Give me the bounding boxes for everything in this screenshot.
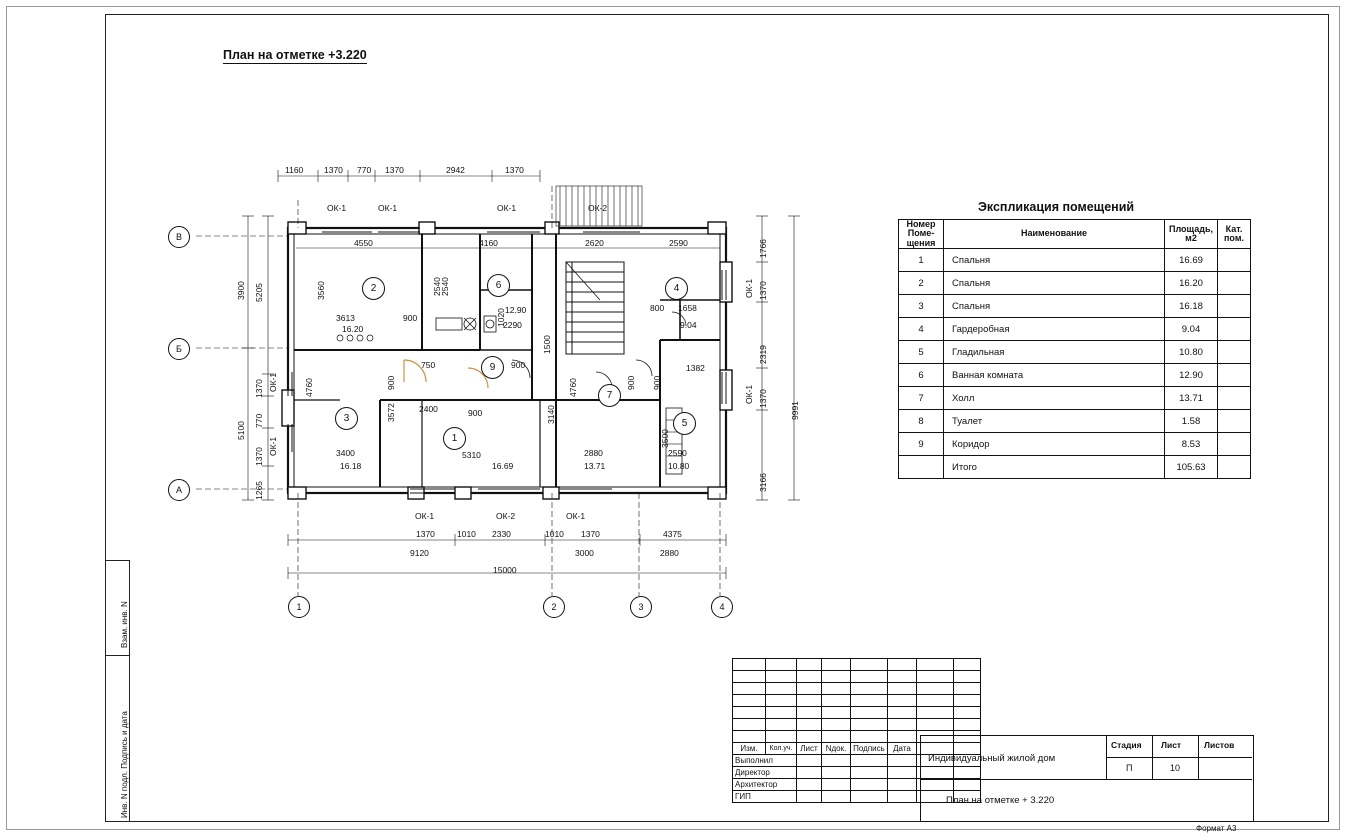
inner-dim-1500: 1500 [542, 335, 552, 354]
inner-dim-2400: 2400 [419, 404, 438, 414]
table-row [899, 295, 1251, 318]
explication-table [898, 219, 1251, 479]
cell-name: Туалет [944, 410, 1165, 433]
room-marker-2: 2 [362, 277, 385, 300]
dim-right-2: 1370 [758, 281, 768, 300]
room-1-area: 16.69 [492, 461, 514, 471]
cell-kat [1218, 295, 1251, 318]
cell-num: 2 [899, 272, 944, 295]
dim-top-inner-3: 2620 [585, 238, 604, 248]
room-2-area: 16.20 [342, 324, 364, 334]
room-6-size: 2290 [503, 320, 522, 330]
room-7-size: 2880 [584, 448, 603, 458]
axis-marker-4: 4 [711, 596, 733, 618]
header-kat-l2: пом. [1224, 233, 1244, 244]
window-tag-bottom-3: ОК-1 [566, 511, 586, 521]
dim-right-1: 1766 [758, 239, 768, 258]
cell-num: 7 [899, 387, 944, 410]
dim-bottom-mid-1: 9120 [410, 548, 429, 558]
tb-blank-row [733, 683, 981, 695]
tb-role-architect: Архитектор [733, 779, 797, 791]
dim-bottom-total: 15000 [493, 565, 517, 575]
cell-name: Гардеробная [944, 318, 1165, 341]
tb-col-podpis: Подпись [851, 743, 888, 755]
cell-num: 8 [899, 410, 944, 433]
cell-num: 4 [899, 318, 944, 341]
dim-left-3: 5100 [236, 421, 246, 440]
dim-right-5: 3166 [758, 473, 768, 492]
cell-kat [1218, 272, 1251, 295]
table-row [899, 249, 1251, 272]
inner-dim-3560: 3560 [316, 281, 326, 300]
table-row [899, 433, 1251, 456]
window-tag-top-1: ОК-1 [327, 203, 347, 213]
tb-right-divider [920, 779, 1252, 780]
cell-num: 9 [899, 433, 944, 456]
inner-dim-3500: 3500 [660, 429, 670, 448]
window-tag-top-2: ОК-1 [378, 203, 398, 213]
cell-kat [1218, 318, 1251, 341]
room-marker-4: 4 [665, 277, 688, 300]
inner-dim-1382: 1382 [686, 363, 705, 373]
cell-kat [1218, 456, 1251, 479]
room-marker-3: 3 [335, 407, 358, 430]
header-area-l1: Площадь, [1168, 223, 1214, 234]
window-tag-left-2: ОК-1 [268, 436, 278, 456]
margin-label-vzam: Взам. инв. N [120, 601, 129, 648]
dim-left-2: 5205 [254, 283, 264, 302]
room-5-size: 2590 [668, 448, 687, 458]
cell-num: 6 [899, 364, 944, 387]
inner-dim-800: 800 [650, 303, 665, 313]
room-marker-6: 6 [487, 274, 510, 297]
cell-area: 16.20 [1165, 272, 1218, 295]
tb-col-koluch: Кол.уч. [766, 743, 797, 755]
inner-dim-900-f: 900 [652, 375, 662, 390]
dim-bottom-4: 1010 [545, 529, 564, 539]
dim-left-4: 1370 [254, 379, 264, 398]
room-1-size: 5310 [462, 450, 481, 460]
inner-dim-900-c: 900 [511, 360, 526, 370]
cell-num [899, 456, 944, 479]
cell-kat [1218, 387, 1251, 410]
header-number-l3: щения [906, 237, 936, 248]
cell-area: 9.04 [1165, 318, 1218, 341]
header-name: Наименование [944, 220, 1165, 249]
header-number [899, 220, 944, 249]
tb-blank-row [733, 707, 981, 719]
table-row [899, 318, 1251, 341]
cell-name: Холл [944, 387, 1165, 410]
dim-top-6: 1370 [505, 165, 524, 175]
dim-bottom-6: 4375 [663, 529, 682, 539]
dim-left-7: 1265 [254, 481, 264, 500]
room-5-area: 10.80 [668, 461, 690, 471]
axis-marker-v: В [168, 226, 190, 248]
cell-name: Спальня [944, 249, 1165, 272]
cell-num: 1 [899, 249, 944, 272]
inner-dim-900-d: 900 [468, 408, 483, 418]
room-4-size: 1658 [678, 303, 697, 313]
tb-role-director: Директор [733, 767, 797, 779]
axis-marker-1: 1 [288, 596, 310, 618]
window-tag-right-1: ОК-1 [744, 278, 754, 298]
dim-top-2: 1370 [324, 165, 343, 175]
dim-right-4: 1370 [758, 389, 768, 408]
header-kat [1218, 220, 1251, 249]
cell-area: 1.58 [1165, 410, 1218, 433]
page-title: План на отметке +3.220 [223, 48, 367, 62]
window-tag-top-4: ОК-2 [588, 203, 608, 213]
tb-sheets-divider [1198, 735, 1199, 779]
tb-stage-header: Стадия [1111, 740, 1142, 750]
inner-dim-900-b: 900 [386, 375, 396, 390]
room-3-size: 3400 [336, 448, 355, 458]
axis-marker-b: Б [168, 338, 190, 360]
inner-dim-2540-b: 2540 [432, 277, 442, 296]
tb-role-vypolnil: Выполнил [733, 755, 797, 767]
cell-kat [1218, 433, 1251, 456]
inner-dim-4760-a: 4760 [304, 378, 314, 397]
tb-col-izm: Изм. [733, 743, 766, 755]
inner-dim-750: 750 [421, 360, 436, 370]
cell-num: 5 [899, 341, 944, 364]
dim-bottom-mid-2: 3000 [575, 548, 594, 558]
tb-sheets-header: Листов [1204, 740, 1235, 750]
tb-stage-value: П [1126, 763, 1133, 773]
table-row [899, 364, 1251, 387]
table-row [899, 272, 1251, 295]
axis-marker-3: 3 [630, 596, 652, 618]
inner-dim-900-e: 900 [626, 375, 636, 390]
window-tag-bottom-1: ОК-1 [415, 511, 435, 521]
dim-left-5: 770 [254, 413, 264, 428]
room-4-area: 9.04 [680, 320, 697, 330]
window-tag-right-2: ОК-1 [744, 384, 754, 404]
cell-area: 8.53 [1165, 433, 1218, 456]
tb-col-ndok: Nдок. [822, 743, 851, 755]
cell-kat [1218, 341, 1251, 364]
dim-top-inner-4: 2590 [669, 238, 688, 248]
tb-stage-row-divider [1106, 757, 1252, 758]
room-marker-5: 5 [673, 412, 696, 435]
cell-kat [1218, 364, 1251, 387]
dim-top-3: 770 [357, 165, 372, 175]
window-tag-bottom-2: ОК-2 [496, 511, 516, 521]
tb-object-name: Индивидуальный жилой дом [928, 753, 1056, 764]
dim-left-1: 3900 [236, 281, 246, 300]
tb-blank-row [733, 659, 981, 671]
dim-bottom-5: 1370 [581, 529, 600, 539]
room-2-size: 3613 [336, 313, 355, 323]
cell-kat [1218, 410, 1251, 433]
cell-name: Спальня [944, 295, 1165, 318]
table-header-row [899, 220, 1251, 249]
inner-dim-1020: 1020 [496, 308, 506, 327]
cell-num: 3 [899, 295, 944, 318]
tb-col-list: Лист [797, 743, 822, 755]
dim-right-total: 9991 [790, 401, 800, 420]
cell-name: Итого [944, 456, 1165, 479]
room-marker-9: 9 [481, 356, 504, 379]
inner-dim-2540: 2540 [440, 277, 450, 296]
title-block [732, 658, 1252, 820]
dim-top-inner-2: 4160 [479, 238, 498, 248]
axis-marker-2: 2 [543, 596, 565, 618]
dim-top-4: 1370 [385, 165, 404, 175]
cell-name: Ванная комната [944, 364, 1165, 387]
dim-top-1: 1160 [285, 165, 304, 175]
table-row [899, 410, 1251, 433]
tb-role-gip: ГИП [733, 791, 797, 803]
dim-bottom-mid-3: 2880 [660, 548, 679, 558]
cell-area: 12.90 [1165, 364, 1218, 387]
header-number-l2: Поме- [907, 228, 935, 239]
tb-blank-row [733, 671, 981, 683]
dim-bottom-2: 1010 [457, 529, 476, 539]
dim-top-inner-1: 4550 [354, 238, 373, 248]
margin-label-inv: Инв. N подл. Подпись и дата [120, 711, 129, 818]
cell-name: Коридор [944, 433, 1165, 456]
tb-sheet-header: Лист [1161, 740, 1182, 750]
cell-area: 16.18 [1165, 295, 1218, 318]
dim-left-6: 1370 [254, 447, 264, 466]
header-kat-l1: Кат. [1225, 223, 1243, 234]
tb-blank-row [733, 719, 981, 731]
inner-dim-4760-b: 4760 [568, 378, 578, 397]
dim-top-5: 2942 [446, 165, 465, 175]
window-tag-left-1: ОК-1 [268, 372, 278, 392]
window-tag-top-3: ОК-1 [497, 203, 517, 213]
inner-dim-3140: 3140 [546, 405, 556, 424]
cell-area: 10.80 [1165, 341, 1218, 364]
room-6-area: 12.90 [505, 305, 527, 315]
header-area [1165, 220, 1218, 249]
cell-area: 16.69 [1165, 249, 1218, 272]
room-marker-1: 1 [443, 427, 466, 450]
format-label: Формат А3 [1196, 824, 1237, 833]
cell-name: Гладильная [944, 341, 1165, 364]
cell-kat [1218, 249, 1251, 272]
dim-bottom-3: 2330 [492, 529, 511, 539]
table-row [899, 387, 1251, 410]
header-number-l1: Номер [906, 219, 936, 229]
tb-col-data: Дата [888, 743, 917, 755]
room-marker-7: 7 [598, 384, 621, 407]
tb-blank-row [733, 695, 981, 707]
cell-name: Спальня [944, 272, 1165, 295]
cell-area: 13.71 [1165, 387, 1218, 410]
room-7-area: 13.71 [584, 461, 606, 471]
table-row-total [899, 456, 1251, 479]
inner-dim-3572: 3572 [386, 403, 396, 422]
tb-sheet-value: 10 [1170, 763, 1181, 773]
axis-marker-a: А [168, 479, 190, 501]
room-3-area: 16.18 [340, 461, 362, 471]
header-area-l2: м2 [1185, 233, 1197, 244]
explication-title: Экспликация помещений [978, 200, 1135, 214]
tb-sheet-name: План на отметке + 3.220 [946, 795, 1055, 806]
cell-area: 105.63 [1165, 456, 1218, 479]
left-stamp-divider [105, 655, 129, 656]
tb-sheet-divider [1152, 735, 1153, 779]
inner-dim-900-a: 900 [403, 313, 418, 323]
dim-bottom-1: 1370 [416, 529, 435, 539]
dim-right-3: 2319 [758, 345, 768, 364]
table-row [899, 341, 1251, 364]
